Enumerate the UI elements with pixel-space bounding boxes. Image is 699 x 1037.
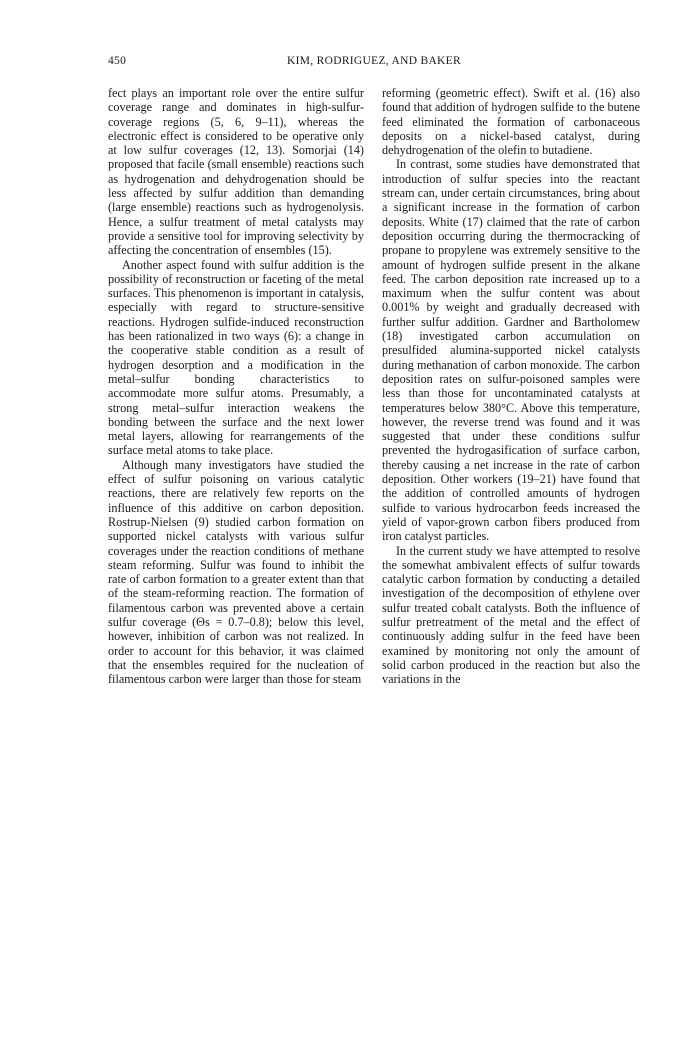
page-header xyxy=(108,55,640,71)
paragraph: In contrast, some studies have demonstrated that introduction of sulfur species into the reactant stream can, under certain circumstances, bring about a significant increase in the formation of carbon deposits. White (17) claimed that the rate of carbon deposition occurring during the thermocracking of propane to propylene was extremely sensitive to the amount of hydrogen sulfide present in the alkane feed. The carbon deposition rate increased up to a maximum when the sulfur content was about 0.001% by weight and gradually decreased with further sulfur addition. Gardner and Bartholomew (18) investigated carbon accumulation on presulfided alumina-supported nickel catalysts during methanation of carbon monoxide. The carbon deposition rates on sulfur-poisoned samples were less than those for uncontaminated catalysts at temperatures below 380°C. Above this temperature, however, the reverse trend was found and it was suggested that under these conditions sulfur prevented the hydrogasification of surface carbon, thereby causing a net increase in the rate of carbon deposition. Other workers (19–21) have found that the addition of controlled amounts of hydrogen sulfide to various hydrocarbon feeds increased the yield of vapor-grown carbon fibers produced from iron catalyst particles. xyxy=(382,157,640,544)
paragraph: fect plays an important role over the entire sulfur coverage range and dominates in high-sulfur-coverage regions (5, 6, 9–11), whereas the electronic effect is considered to be operative only at low sulfur coverages (12, 13). Somorjai (14) proposed that facile (small ensemble) reactions such as hydrogenation and dehydrogenation should be less affected by sulfur addition than demanding (large ensemble) reactions such as hydrogenolysis. Hence, a sulfur treatment of metal catalysts may provide a sensitive tool for improving selectivity by affecting the concentration of ensembles (15). xyxy=(108,86,364,258)
paragraph: Another aspect found with sulfur addition is the possibility of reconstruction or faceting of the metal surfaces. This phenomenon is important in catalysis, especially with regard to structure-sensitive reactions. Hydrogen sulfide-induced reconstruction has been rationalized in two ways (6): a change in the cooperative stable condition as a result of hydrogen desorption and a modification in the metal–sulfur bonding characteristics to accommodate more sulfur atoms. Presumably, a strong metal–sulfur interaction weakens the bonding between the surface and the next lower metal layers, allowing for rearrangements of the surface metal atoms to take place. xyxy=(108,257,364,458)
paragraph: In the current study we have attempted to resolve the somewhat ambivalent effects of sulfur towards catalytic carbon formation by conducting a detailed investigation of the decomposition of ethylene over sulfur treated cobalt catalysts. Both the influence of sulfur pretreatment of the metal and the effect of continuously adding sulfur in the feed have been examined by monitoring not only the amount of solid carbon produced in the reaction but also the variations in the xyxy=(382,543,640,687)
paragraph: reforming (geometric effect). Swift et al. (16) also found that addition of hydrogen sulfide to the butene feed eliminated the formation of carbonaceous deposits on a nickel-based catalyst, during dehydrogenation of the olefin to butadiene. xyxy=(382,86,640,158)
right-column xyxy=(382,86,640,686)
page-number: 450 xyxy=(108,55,127,67)
running-head: KIM, RODRIGUEZ, AND BAKER xyxy=(287,55,461,67)
paragraph: Although many investigators have studied the effect of sulfur poisoning on various catalytic reactions, there are relatively few reports on the influence of this additive on carbon deposition. Rostrup-Nielsen (9) studied carbon formation on supported nickel catalysts with various sulfur coverages under the reaction conditions of methane steam reforming. Sulfur was found to inhibit the rate of carbon formation to a greater extent than that of the steam-reforming reaction. The formation of filamentous carbon was prevented above a certain sulfur coverage (Θs = 0.7–0.8); below this level, however, inhibition of carbon was not realized. In order to account for this behavior, it was claimed that the ensembles required for the nucleation of filamentous carbon were larger than those for steam xyxy=(108,457,364,687)
left-column xyxy=(108,86,364,686)
